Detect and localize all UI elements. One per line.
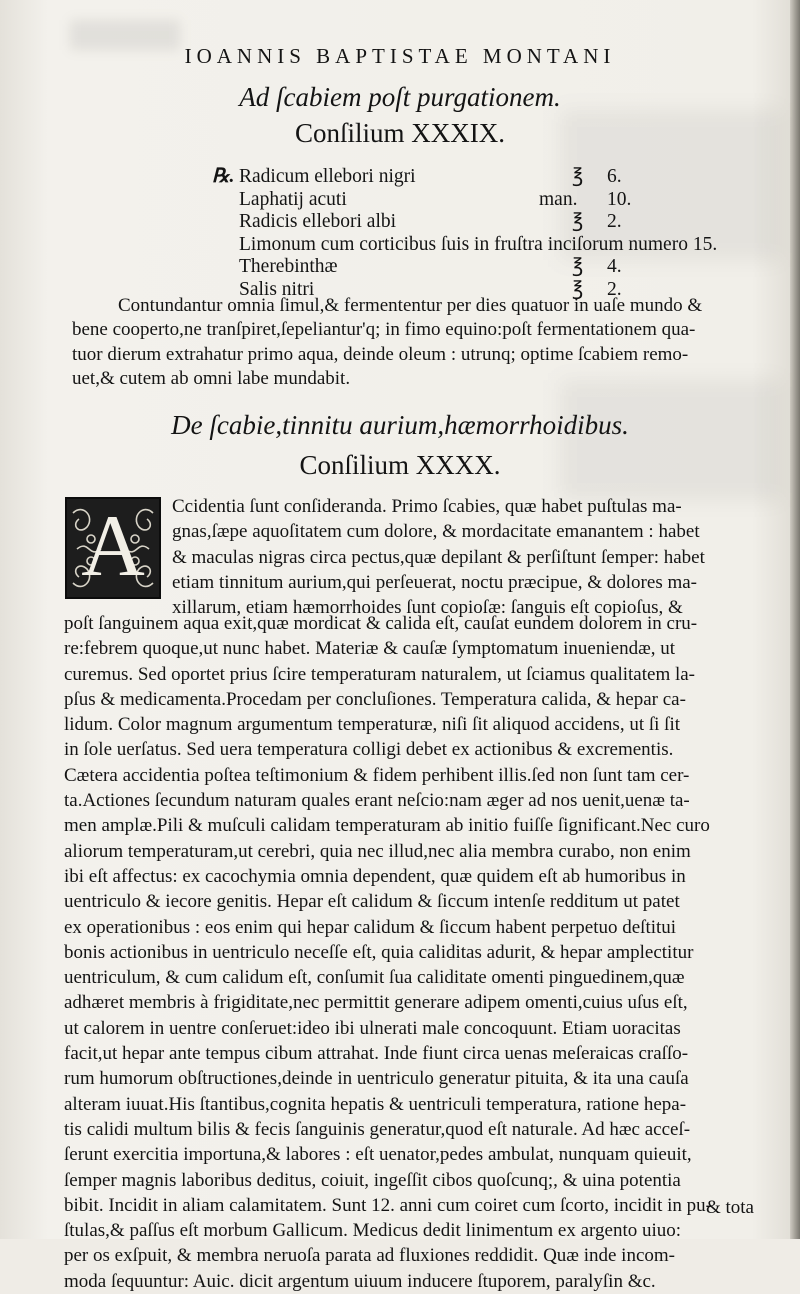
text-line: pſus & medicamenta.Procedam per concluſiones. Temperatura calida, & hepar ca- xyxy=(64,688,686,710)
recipe-ingredient: Salis nitri xyxy=(239,278,315,300)
text-line: lidum. Color magnum argumentum temperaturæ, niſi ſit aliquod accidens, ut ſi ſit xyxy=(64,714,680,736)
recipe-quantity: 6. xyxy=(607,166,622,187)
text-line: & maculas nigras circa pectus,quæ depilant & perſiſtunt ſemper: habet xyxy=(172,546,705,568)
running-head: IOANNIS BAPTISTAE MONTANI xyxy=(184,44,616,68)
recipe-row xyxy=(212,234,772,257)
decorated-initial xyxy=(65,497,161,599)
recipe-row xyxy=(212,211,772,234)
recipe-ingredient: Therebinthæ xyxy=(239,256,338,277)
recipe-quantity: 2. xyxy=(607,211,622,232)
text-line: bene cooperto,ne tranſpiret,ſepeliantur'q; in fimo equino:poſt fermentationem qua- xyxy=(72,319,696,341)
recipe-row xyxy=(212,166,772,189)
recipe-unit: ℥ xyxy=(572,166,584,187)
text-line: alteram iuuat.His ſtantibus,cognita hepatis & uentriculi temperatura, ratione hepa- xyxy=(64,1093,687,1115)
recipe-row xyxy=(212,256,772,279)
recipe-unit: ℥ xyxy=(572,256,584,277)
text-line: poſt ſanguinem aqua exit,quæ mordicat & calida eſt, cauſat eundem dolorem in cru- xyxy=(64,613,698,634)
text-line: ſemper magnis laboribus deditus, coiuit, ingeſſit cibos quoſcunq;, & uina potentia xyxy=(64,1169,681,1191)
recipe-ingredient: Laphatij acuti xyxy=(239,188,347,210)
recipe-row xyxy=(212,189,772,212)
text-line: uentriculum, & cum calidum eſt, conſumit ſua caliditate omenti pinguedinem,quæ xyxy=(64,967,685,989)
paragraph-initial-lines xyxy=(172,494,772,620)
recipe-quantity: 4. xyxy=(607,256,622,277)
consilium-title: Conſilium XXXX. xyxy=(299,450,501,480)
text-line: ſerunt exercitia importuna,& labores : eſt uenator,pedes ambulat, nunquam quieuit, xyxy=(64,1144,692,1166)
text-line: bonis actionibus in uentriculo neceſſe eſt, quia caliditas adurit, & hepar amplectitur xyxy=(64,941,694,963)
text-line: Cætera accidentia poſtea teſtimonium & fidem perhibent illis.ſed non ſunt tam cer- xyxy=(64,764,690,786)
recipe-unit: ℥ xyxy=(572,278,584,300)
recipe-ingredient: Radicum ellebori nigri xyxy=(239,166,416,187)
text-line: facit,ut hepar ante tempus cibum attrahat. Inde fiunt circa uenas meſeraicas craſſo- xyxy=(64,1043,689,1065)
recipe-unit: ℥ xyxy=(572,211,584,232)
text-line: tuor dierum extrahatur primo aqua, deinde oleum : utrunq; optime ſcabiem remo- xyxy=(72,343,689,365)
text-line: men amplæ.Pili & muſculi calidam temperaturam ab initio fuiſſe ſignificant.Nec curo xyxy=(64,815,710,837)
recipe-quantity: 10. xyxy=(607,188,632,210)
text-line: per os exſpuit, & membra neruoſa parata ad fluxiones reddidit. Quæ inde incom- xyxy=(64,1245,675,1267)
text-line: tis calidi multum bilis & fecis ſanguinis generatur,quod eſt naturale. Ad hæc acceſ- xyxy=(64,1118,691,1140)
page-binding-edge xyxy=(790,0,800,1239)
text-line: moda ſequuntur: Auic. dicit argentum uiuum inducere ſtuporem, paralyſin &c. xyxy=(64,1270,656,1292)
recipe-list xyxy=(212,166,772,301)
text-line: in ſole uerſatus. Sed uera temperatura colligi debet ex actionibus & excrementis. xyxy=(64,739,674,761)
recipe-quantity: 2. xyxy=(607,278,622,300)
text-line: aliorum temperaturam,ut cerebri, quia nec illud,nec alia membra curabo, non enim xyxy=(64,840,691,862)
text-line: xillarum, etiam hæmorrhoides ſunt copioſæ: ſanguis eſt copioſus, & xyxy=(172,597,683,619)
text-line: curemus. Sed oportet prius ſcire temperaturam naturalem, ut ſciamus qualitatem la- xyxy=(64,663,696,685)
text-line: rum humorum obſtructiones,deinde in uentriculo generatur pituita, & ita una cauſa xyxy=(64,1068,689,1090)
text-line: ta.Actiones ſecundum naturam quales erant neſcio:nam æger ad nos uenit,uenæ ta- xyxy=(64,790,690,812)
recipe-instructions xyxy=(72,294,772,392)
text-line: ibi eſt affectus: ex cacochymia omnia dependent, quæ quidem eſt ab humoribus in xyxy=(64,865,686,887)
text-line: Contundantur omnia ſimul,& fermententur per dies quatuor in uaſe mundo & xyxy=(118,295,703,316)
text-line: re:febrem quoque,ut nunc habet. Materiæ & cauſæ ſymptomatum inueniendæ, ut xyxy=(64,638,676,660)
paragraph-body xyxy=(64,611,772,1294)
recipe-ingredient: Radicis ellebori albi xyxy=(239,211,397,232)
text-line: uet,& cutem ab omni labe mundabit. xyxy=(72,368,351,390)
text-line: adhæret membris à frigiditate,nec permittit generare adipem omenti,cuius uſus eſt, xyxy=(64,992,688,1014)
section-heading: De ſcabie,tinnitu aurium,hæmorrhoidibus. xyxy=(171,410,629,440)
text-line: ſtulas,& paſſus eſt morbum Gallicum. Medicus dedit linimentum ex argento uiuo: xyxy=(64,1220,682,1242)
text-line: Ccidentia ſunt conſideranda. Primo ſcabies, quæ habet puſtulas ma- xyxy=(172,496,682,517)
text-line: ut calorem in uentre conſeruet:ideo ibi ulnerati male concoquunt. Etiam uoracitas xyxy=(64,1017,681,1039)
consilium-title: Conſilium XXXIX. xyxy=(294,118,505,148)
recipe-symbol: ℞. xyxy=(212,166,235,187)
text-line: gnas,ſæpe aquoſitatem cum dolore, & mordacitate emanantem : habet xyxy=(172,521,700,543)
text-line: etiam tinnitum aurium,qui perſeuerat, noctu præcipue, & dolores ma- xyxy=(172,571,697,593)
text-line: bibit. Incidit in aliam calamitatem. Sunt 12. anni cum coiret cum ſcorto, incidit in pu- xyxy=(64,1194,712,1216)
recipe-ingredient: Limonum cum corticibus ſuis in fruſtra inciſorum numero 15. xyxy=(239,233,718,255)
catchword: & tota xyxy=(705,1197,754,1218)
text-line: ex operationibus : eos enim qui hepar calidum & ſiccum habent perpetuo deſtitui xyxy=(64,916,677,938)
text-line: uentriculo & iecore genitis. Hepar eſt calidum & ſiccum intenſe redditum ut patet xyxy=(64,891,680,913)
recipe-unit: man. xyxy=(539,188,578,210)
section-heading: Ad ſcabiem poſt purgationem. xyxy=(239,82,561,112)
initial-letter: A xyxy=(81,498,145,595)
